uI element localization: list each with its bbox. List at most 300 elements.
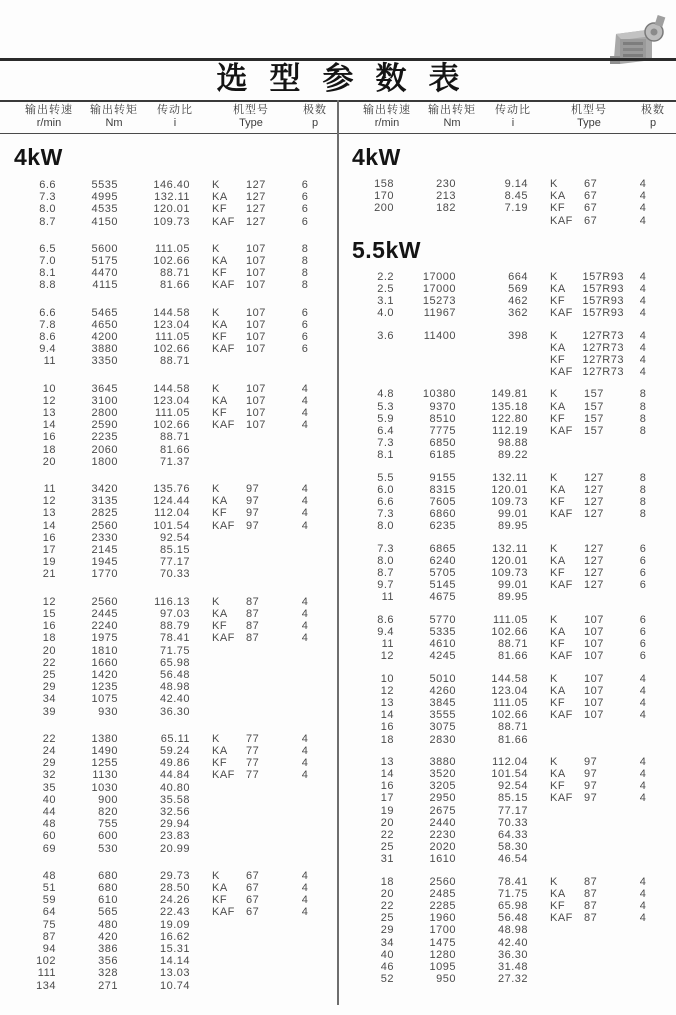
type-prefix [212, 681, 246, 693]
cell-poles [286, 931, 324, 943]
cell-ratio: 35.58 [159, 793, 190, 806]
cell-poles: 4 [301, 507, 309, 520]
cell-output-speed: 29 [42, 757, 56, 770]
type-prefix: KF [550, 696, 566, 709]
table-row [6, 395, 338, 407]
type-size: 107 [246, 318, 266, 331]
type-prefix [550, 853, 584, 865]
table-row [6, 255, 338, 267]
row-group [6, 870, 338, 992]
type-size: 87 [246, 595, 260, 608]
type-size: 97 [246, 507, 260, 520]
cell-poles [624, 949, 662, 961]
cell-output-torque [394, 215, 456, 227]
cell-output-speed: 48 [42, 869, 56, 882]
cell-type [190, 870, 286, 882]
cell-output-speed: 64 [42, 906, 56, 919]
cell-type [190, 568, 286, 580]
cell-output-speed: 2.5 [377, 283, 394, 296]
cell-output-torque: 271 [98, 979, 118, 992]
cell-poles [286, 657, 324, 669]
cell-type [528, 912, 624, 924]
type-size: 67 [584, 190, 598, 203]
cell-output-torque: 5770 [429, 613, 456, 626]
cell-ratio: 88.71 [159, 355, 190, 368]
cell-type [528, 626, 624, 638]
row-group [6, 483, 338, 581]
cell-type [528, 780, 624, 792]
table-row [344, 673, 676, 685]
type-prefix: KF [550, 780, 566, 793]
header-type-label: 机型号 [571, 104, 607, 116]
cell-poles [286, 532, 324, 544]
table-row [344, 178, 676, 190]
cell-poles: 4 [639, 295, 647, 308]
cell-output-speed: 22 [42, 732, 56, 745]
cell-type [528, 496, 624, 508]
cell-poles: 4 [639, 329, 647, 342]
table-row [344, 555, 676, 567]
type-prefix [212, 806, 246, 818]
table-row [344, 543, 676, 555]
type-size: 157R93 [582, 283, 624, 296]
cell-output-speed: 12 [380, 650, 394, 663]
cell-output-speed: 40 [42, 793, 56, 806]
table-row [6, 645, 338, 657]
table-row [6, 733, 338, 745]
cell-ratio: 111.05 [492, 696, 528, 709]
cell-poles [624, 937, 662, 949]
table-row [344, 638, 676, 650]
type-size: 87 [584, 912, 598, 925]
cell-ratio: 98.88 [497, 437, 528, 450]
type-prefix [550, 924, 584, 936]
cell-output-torque: 1095 [429, 960, 456, 973]
cell-ratio: 146.40 [153, 179, 190, 191]
cell-output-torque: 1075 [91, 693, 118, 706]
cell-output-torque: 680 [98, 869, 118, 882]
cell-output-torque: 930 [98, 705, 118, 718]
type-size: 77 [246, 744, 260, 757]
cell-output-torque: 8315 [429, 483, 456, 496]
cell-output-torque: 356 [98, 955, 118, 968]
table-row [6, 343, 338, 355]
cell-output-torque: 1810 [91, 644, 118, 657]
cell-ratio: 78.41 [497, 875, 528, 888]
type-size: 97 [246, 519, 260, 532]
type-prefix: KAF [550, 912, 573, 925]
cell-ratio: 92.54 [497, 780, 528, 793]
type-prefix: K [550, 755, 558, 768]
type-prefix [212, 556, 246, 568]
header-output-torque [86, 104, 142, 130]
type-size: 97 [246, 495, 260, 508]
table-row [6, 596, 338, 608]
cell-type [528, 215, 624, 227]
cell-poles: 4 [639, 755, 647, 768]
cell-ratio: 65.98 [159, 656, 190, 669]
table-row [344, 961, 676, 973]
table-row [6, 745, 338, 757]
type-size: 157 [584, 412, 604, 425]
cell-output-torque: 3205 [429, 780, 456, 793]
type-prefix [212, 967, 246, 979]
cell-output-speed: 25 [380, 841, 394, 854]
type-prefix [550, 973, 584, 985]
cell-output-speed: 4.8 [377, 388, 394, 401]
cell-ratio: 111.05 [154, 407, 190, 420]
cell-output-torque: 2560 [91, 595, 118, 608]
row-group [344, 178, 676, 227]
cell-output-speed: 21 [42, 568, 56, 581]
cell-output-torque: 3350 [91, 355, 118, 368]
cell-output-torque: 6185 [429, 449, 456, 462]
type-prefix [212, 843, 246, 855]
table-row [6, 769, 338, 781]
cell-ratio: 42.40 [497, 936, 528, 949]
cell-output-speed: 24 [42, 744, 56, 757]
cell-poles: 4 [301, 382, 309, 395]
type-prefix [212, 456, 246, 468]
cell-type [190, 882, 286, 894]
type-prefix [212, 355, 246, 367]
cell-ratio: 40.80 [159, 781, 190, 794]
type-size: 127 [584, 567, 604, 580]
cell-poles [286, 431, 324, 443]
table-row [344, 579, 676, 591]
cell-poles: 4 [301, 744, 309, 757]
cell-type [190, 255, 286, 267]
cell-poles: 6 [639, 567, 647, 580]
cell-poles: 6 [639, 579, 647, 592]
cell-poles: 4 [301, 869, 309, 882]
table-row [344, 888, 676, 900]
table-row [344, 829, 676, 841]
cell-type [528, 555, 624, 567]
cell-ratio: 64.33 [497, 828, 528, 841]
table-row [344, 973, 676, 985]
cell-poles: 4 [301, 906, 309, 919]
row-group [6, 243, 338, 292]
cell-output-torque: 10380 [422, 388, 456, 401]
cell-ratio: 9.14 [504, 178, 528, 190]
cell-ratio: 7.19 [504, 202, 528, 215]
type-prefix: KAF [550, 366, 573, 379]
header-type-label: 机型号 [233, 104, 269, 116]
cell-output-torque: 480 [98, 918, 118, 931]
row-group [344, 271, 676, 320]
table-row [6, 532, 338, 544]
table-row [344, 614, 676, 626]
table-row [344, 295, 676, 307]
row-group [344, 330, 676, 379]
cell-type [528, 472, 624, 484]
cell-output-torque: 11400 [423, 329, 456, 342]
type-size: 87 [584, 875, 598, 888]
type-prefix: KF [550, 412, 566, 425]
table-row [344, 307, 676, 319]
cell-output-torque: 3880 [91, 343, 118, 356]
cell-poles [286, 456, 324, 468]
cell-ratio [456, 366, 528, 378]
cell-type [528, 792, 624, 804]
cell-output-speed: 18 [42, 443, 56, 456]
table-row [344, 792, 676, 804]
cell-output-speed: 18 [380, 733, 394, 746]
type-prefix: K [212, 179, 220, 191]
cell-ratio: 56.48 [497, 912, 528, 925]
cell-type [190, 919, 286, 931]
cell-type [190, 520, 286, 532]
cell-ratio: 19.09 [159, 918, 190, 931]
cell-output-speed: 35 [42, 781, 56, 794]
type-prefix: KAF [212, 343, 235, 356]
cell-type [190, 483, 286, 495]
cell-ratio: 664 [508, 270, 528, 283]
cell-ratio: 85.15 [497, 792, 528, 805]
cell-ratio: 111.05 [154, 242, 190, 255]
type-prefix: KA [550, 554, 566, 567]
cell-poles: 4 [639, 684, 647, 697]
cell-poles [624, 721, 662, 733]
cell-ratio: 135.76 [153, 483, 190, 496]
type-prefix [212, 980, 246, 992]
header-output-torque-label: 输出转矩 [428, 104, 476, 116]
cell-ratio: 65.11 [160, 732, 190, 745]
table-row [6, 495, 338, 507]
table-row [344, 924, 676, 936]
cell-output-speed: 40 [380, 948, 394, 961]
cell-output-speed: 48 [42, 818, 56, 831]
cell-ratio: 102.66 [153, 255, 190, 268]
cell-type [190, 383, 286, 395]
cell-type [528, 768, 624, 780]
type-size: 127 [246, 179, 266, 191]
cell-output-torque: 11967 [423, 307, 456, 320]
cell-output-torque: 17000 [422, 270, 456, 283]
cell-ratio: 31.48 [497, 960, 528, 973]
cell-type [528, 841, 624, 853]
cell-type [190, 830, 286, 842]
type-prefix: KF [212, 620, 228, 633]
type-prefix: KAF [212, 215, 235, 228]
cell-type [528, 721, 624, 733]
cell-output-torque: 3880 [429, 755, 456, 768]
cell-output-torque: 4675 [429, 591, 456, 604]
cell-poles: 4 [639, 887, 647, 900]
cell-output-torque: 3520 [429, 767, 456, 780]
type-prefix: KA [550, 887, 566, 900]
cell-output-torque: 2230 [429, 828, 456, 841]
cell-output-speed [344, 354, 394, 366]
table-row [6, 794, 338, 806]
cell-output-speed: 7.8 [39, 318, 56, 331]
table-row [6, 568, 338, 580]
cell-ratio: 29.73 [159, 869, 190, 882]
header-ratio-label: 传动比 [157, 104, 193, 116]
cell-poles: 4 [639, 696, 647, 709]
header-ratio [480, 104, 546, 130]
type-prefix: KA [550, 625, 566, 638]
type-size: 127 [246, 215, 266, 228]
cell-output-speed: 14 [380, 767, 394, 780]
table-row [6, 179, 338, 191]
table-row [6, 955, 338, 967]
cell-output-speed: 11 [43, 483, 56, 496]
cell-output-speed: 7.3 [377, 508, 394, 521]
type-prefix: KAF [550, 579, 573, 592]
cell-ratio: 29.94 [159, 818, 190, 831]
cell-ratio: 462 [508, 295, 528, 308]
type-size: 157R93 [582, 295, 624, 308]
cell-ratio: 59.24 [159, 744, 190, 757]
type-size: 157 [584, 400, 604, 413]
cell-type [528, 650, 624, 662]
cell-output-torque: 5600 [91, 242, 118, 255]
cell-type [528, 283, 624, 295]
cell-output-speed: 20 [42, 455, 56, 468]
table-row [6, 544, 338, 556]
cell-ratio: 88.71 [159, 267, 190, 280]
cell-type [190, 669, 286, 681]
cell-poles: 4 [639, 214, 647, 227]
cell-poles: 4 [639, 767, 647, 780]
cell-type [528, 900, 624, 912]
cell-output-torque: 5335 [429, 625, 456, 638]
cell-type [190, 681, 286, 693]
type-prefix: KA [550, 190, 566, 203]
cell-output-speed: 19 [380, 804, 394, 817]
type-prefix: KF [212, 331, 228, 344]
cell-type [190, 495, 286, 507]
cell-output-speed: 29 [42, 681, 56, 694]
cell-ratio: 398 [508, 329, 528, 342]
cell-type [528, 202, 624, 214]
cell-output-speed: 17 [380, 792, 394, 805]
cell-output-torque: 2060 [91, 443, 118, 456]
table-column-right [338, 136, 676, 1007]
type-prefix [550, 449, 584, 461]
type-prefix [212, 431, 246, 443]
cell-poles [286, 355, 324, 367]
cell-type [190, 906, 286, 918]
cell-output-speed: 25 [42, 668, 56, 681]
type-size: 127 [246, 203, 266, 216]
table-row [6, 681, 338, 693]
cell-output-speed: 29 [380, 924, 394, 937]
cell-ratio: 89.95 [497, 520, 528, 533]
type-prefix [212, 444, 246, 456]
cell-output-torque: 5145 [429, 579, 456, 592]
cell-poles: 4 [301, 394, 309, 407]
cell-poles: 8 [301, 255, 309, 268]
table-row [6, 906, 338, 918]
cell-output-speed: 5.3 [377, 400, 394, 413]
cell-output-speed: 11 [43, 355, 56, 368]
table-row [344, 388, 676, 400]
cell-output-torque: 2440 [429, 816, 456, 829]
type-prefix [212, 830, 246, 842]
cell-ratio: 14.14 [159, 955, 190, 968]
cell-output-torque: 2830 [429, 733, 456, 746]
cell-output-torque: 680 [98, 881, 118, 894]
cell-output-torque: 7605 [429, 496, 456, 509]
cell-ratio: 569 [508, 283, 528, 296]
cell-ratio: 111.05 [492, 613, 528, 626]
table-row [6, 191, 338, 203]
cell-output-speed: 14 [42, 519, 56, 532]
cell-ratio: 120.01 [153, 203, 190, 216]
cell-output-torque: 6860 [429, 508, 456, 521]
table-row [344, 271, 676, 283]
table-row [344, 567, 676, 579]
cell-output-speed: 7.3 [39, 191, 56, 204]
cell-output-torque: 1030 [91, 781, 118, 794]
cell-ratio: 89.95 [497, 591, 528, 604]
type-prefix: KAF [550, 307, 573, 320]
cell-output-speed: 8.7 [39, 215, 56, 228]
table-row [6, 203, 338, 215]
table-row [6, 331, 338, 343]
cell-type [190, 243, 286, 255]
cell-ratio [456, 354, 528, 366]
type-size: 127 [584, 542, 604, 555]
cell-output-torque: 5705 [429, 567, 456, 580]
type-size: 107 [584, 613, 604, 626]
cell-type [190, 179, 286, 191]
cell-output-speed: 20 [380, 887, 394, 900]
cell-type [190, 419, 286, 431]
cell-output-torque: 6240 [429, 554, 456, 567]
cell-output-speed: 19 [42, 556, 56, 569]
cell-poles: 8 [639, 400, 647, 413]
type-size: 127R73 [582, 341, 624, 354]
cell-output-torque: 420 [98, 930, 118, 943]
cell-output-speed: 200 [374, 202, 394, 215]
cell-poles: 6 [301, 179, 309, 191]
cell-poles [286, 568, 324, 580]
cell-output-torque: 3845 [429, 696, 456, 709]
cell-poles: 6 [301, 318, 309, 331]
cell-type [528, 567, 624, 579]
type-prefix [550, 949, 584, 961]
cell-poles: 6 [639, 650, 647, 663]
table-row [6, 931, 338, 943]
cell-poles: 4 [301, 495, 309, 508]
cell-output-speed: 13 [42, 407, 56, 420]
type-prefix: KF [212, 894, 228, 907]
row-group [6, 596, 338, 718]
table-row [344, 949, 676, 961]
cell-poles: 4 [639, 283, 647, 296]
cell-output-speed: 12 [42, 595, 56, 608]
cell-type [190, 706, 286, 718]
cell-output-speed: 111 [37, 967, 56, 980]
header-poles-unit: p [311, 117, 319, 129]
table-row [344, 425, 676, 437]
type-size: 107 [246, 419, 266, 432]
cell-ratio: 81.66 [159, 443, 190, 456]
cell-ratio: 81.66 [159, 279, 190, 292]
header-type [208, 104, 294, 130]
header-type-unit: Type [239, 117, 263, 129]
cell-type [190, 407, 286, 419]
cell-type [528, 829, 624, 841]
cell-output-torque: 2675 [429, 804, 456, 817]
cell-output-torque: 1975 [91, 632, 118, 645]
cell-output-speed: 5.5 [377, 471, 394, 484]
cell-poles: 4 [301, 607, 309, 620]
